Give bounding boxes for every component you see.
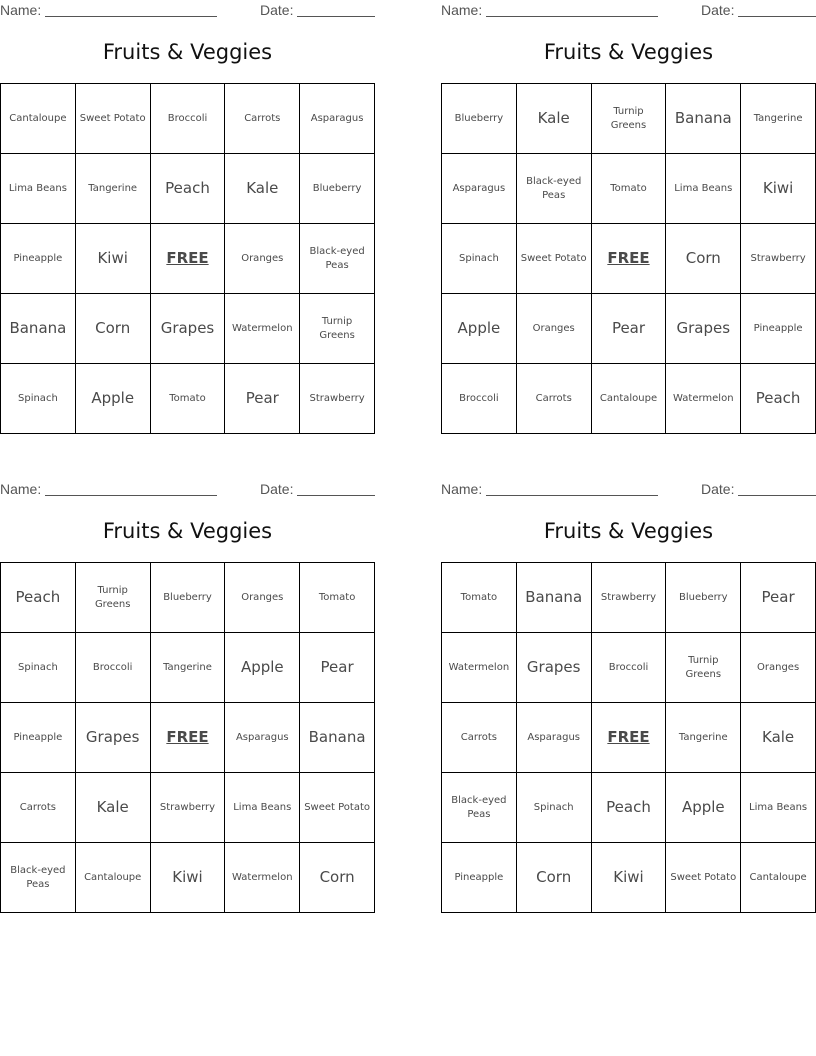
bingo-cell[interactable]: Oranges (225, 224, 300, 294)
bingo-cell[interactable]: Grapes (151, 294, 226, 364)
card-title: Fruits & Veggies (543, 519, 714, 543)
bingo-cell[interactable]: Banana (666, 84, 741, 154)
bingo-cell[interactable]: Watermelon (225, 843, 300, 913)
bingo-cell[interactable]: Kiwi (741, 154, 816, 224)
bingo-cell[interactable]: Grapes (76, 703, 151, 773)
bingo-cell[interactable]: Lima Beans (225, 773, 300, 843)
free-space-cell[interactable]: FREE (592, 703, 667, 773)
bingo-cell[interactable]: Broccoli (592, 633, 667, 703)
bingo-cell[interactable]: Oranges (517, 294, 592, 364)
bingo-cell[interactable]: Strawberry (151, 773, 226, 843)
bingo-cell[interactable]: Corn (300, 843, 375, 913)
date-label: Date: (701, 481, 735, 497)
bingo-cell[interactable]: Pineapple (442, 843, 517, 913)
bingo-cell[interactable]: Strawberry (300, 364, 375, 434)
card-header (441, 479, 816, 501)
bingo-cell[interactable]: Tangerine (76, 154, 151, 224)
bingo-cell[interactable]: Watermelon (225, 294, 300, 364)
bingo-grid (441, 83, 816, 434)
bingo-cell[interactable]: Cantaloupe (741, 843, 816, 913)
bingo-cell[interactable]: Strawberry (592, 563, 667, 633)
bingo-cell[interactable]: Carrots (442, 703, 517, 773)
bingo-cell[interactable]: Peach (151, 154, 226, 224)
bingo-cell[interactable]: Grapes (517, 633, 592, 703)
bingo-cell[interactable]: Kiwi (151, 843, 226, 913)
bingo-cell[interactable]: Grapes (666, 294, 741, 364)
bingo-grid (441, 562, 816, 913)
bingo-cell[interactable]: Kiwi (76, 224, 151, 294)
name-blank-line[interactable] (45, 495, 217, 496)
bingo-grid (0, 562, 375, 913)
name-label: Name: (0, 2, 42, 18)
card-title: Fruits & Veggies (102, 519, 273, 543)
bingo-cell[interactable]: Kale (741, 703, 816, 773)
bingo-cell[interactable]: Tomato (442, 563, 517, 633)
bingo-cell[interactable]: Lima Beans (666, 154, 741, 224)
bingo-cell[interactable]: Turnip Greens (300, 294, 375, 364)
name-blank-line[interactable] (486, 495, 658, 496)
bingo-cell[interactable]: Black-eyed Peas (517, 154, 592, 224)
bingo-cell[interactable]: Banana (300, 703, 375, 773)
bingo-cell[interactable]: Strawberry (741, 224, 816, 294)
bingo-cell[interactable]: Peach (592, 773, 667, 843)
name-label: Name: (0, 481, 42, 497)
bingo-cell[interactable]: Pineapple (1, 224, 76, 294)
bingo-grid (0, 83, 375, 434)
name-label: Name: (441, 481, 483, 497)
bingo-cell[interactable]: Blueberry (151, 563, 226, 633)
bingo-cell[interactable]: Apple (76, 364, 151, 434)
date-blank-line[interactable] (738, 495, 816, 496)
date-label: Date: (701, 2, 735, 18)
bingo-cell[interactable]: Apple (666, 773, 741, 843)
date-label: Date: (260, 481, 294, 497)
bingo-cell[interactable]: Banana (517, 563, 592, 633)
bingo-cell[interactable]: Blueberry (666, 563, 741, 633)
name-label: Name: (441, 2, 483, 18)
bingo-cell[interactable]: Oranges (225, 563, 300, 633)
bingo-cell[interactable]: Pear (592, 294, 667, 364)
bingo-cell[interactable]: Turnip Greens (592, 84, 667, 154)
bingo-cell[interactable]: Pear (741, 563, 816, 633)
bingo-cell[interactable]: Blueberry (442, 84, 517, 154)
bingo-cell[interactable]: Cantaloupe (1, 84, 76, 154)
bingo-cell[interactable]: Peach (741, 364, 816, 434)
bingo-cell[interactable]: Lima Beans (741, 773, 816, 843)
bingo-cell[interactable]: Black-eyed Peas (442, 773, 517, 843)
card-header (0, 479, 375, 501)
bingo-cell[interactable]: Lima Beans (1, 154, 76, 224)
bingo-cell[interactable]: Kale (225, 154, 300, 224)
date-blank-line[interactable] (297, 16, 375, 17)
bingo-cell[interactable]: Carrots (517, 364, 592, 434)
bingo-cell[interactable]: Spinach (1, 364, 76, 434)
bingo-cell[interactable]: Pear (225, 364, 300, 434)
bingo-cell[interactable]: Asparagus (517, 703, 592, 773)
date-label: Date: (260, 2, 294, 18)
free-space-cell[interactable]: FREE (151, 703, 226, 773)
free-space-cell[interactable]: FREE (592, 224, 667, 294)
bingo-cell[interactable]: Sweet Potato (300, 773, 375, 843)
bingo-cell[interactable]: Turnip Greens (666, 633, 741, 703)
bingo-cell[interactable]: Spinach (1, 633, 76, 703)
bingo-cell[interactable]: Turnip Greens (76, 563, 151, 633)
card-header (441, 0, 816, 22)
bingo-cell[interactable]: Corn (666, 224, 741, 294)
bingo-cell[interactable]: Kiwi (592, 843, 667, 913)
card-title: Fruits & Veggies (102, 40, 273, 64)
bingo-cell[interactable]: Tangerine (666, 703, 741, 773)
bingo-cell[interactable]: Cantaloupe (76, 843, 151, 913)
bingo-cell[interactable]: Black-eyed Peas (1, 843, 76, 913)
bingo-cell[interactable]: Asparagus (442, 154, 517, 224)
bingo-cell[interactable]: Blueberry (300, 154, 375, 224)
date-blank-line[interactable] (738, 16, 816, 17)
bingo-cell[interactable]: Broccoli (151, 84, 226, 154)
bingo-cell[interactable]: Oranges (741, 633, 816, 703)
bingo-cell[interactable]: Spinach (442, 224, 517, 294)
bingo-cell[interactable]: Carrots (225, 84, 300, 154)
bingo-cell[interactable]: Tomato (151, 364, 226, 434)
bingo-cell[interactable]: Tomato (300, 563, 375, 633)
bingo-cell[interactable]: Banana (1, 294, 76, 364)
bingo-cell[interactable]: Pineapple (741, 294, 816, 364)
date-blank-line[interactable] (297, 495, 375, 496)
bingo-cell[interactable]: Tomato (592, 154, 667, 224)
bingo-cell[interactable]: Broccoli (442, 364, 517, 434)
name-blank-line[interactable] (486, 16, 658, 17)
card-header (0, 0, 375, 22)
bingo-cell[interactable]: Apple (225, 633, 300, 703)
bingo-cell[interactable]: Corn (517, 843, 592, 913)
bingo-cell[interactable]: Black-eyed Peas (300, 224, 375, 294)
name-blank-line[interactable] (45, 16, 217, 17)
bingo-card-2 (441, 0, 816, 435)
free-space-cell[interactable]: FREE (151, 224, 226, 294)
bingo-cell[interactable]: Tangerine (741, 84, 816, 154)
card-title: Fruits & Veggies (543, 40, 714, 64)
bingo-cell[interactable]: Kale (517, 84, 592, 154)
bingo-cell[interactable]: Pineapple (1, 703, 76, 773)
bingo-cell[interactable]: Apple (442, 294, 517, 364)
bingo-cell[interactable]: Broccoli (76, 633, 151, 703)
bingo-cell[interactable]: Asparagus (225, 703, 300, 773)
bingo-cell[interactable]: Sweet Potato (666, 843, 741, 913)
bingo-cell[interactable]: Sweet Potato (76, 84, 151, 154)
bingo-cell[interactable]: Peach (1, 563, 76, 633)
bingo-cell[interactable]: Asparagus (300, 84, 375, 154)
bingo-cell[interactable]: Watermelon (666, 364, 741, 434)
bingo-card-1 (0, 0, 375, 435)
bingo-cell[interactable]: Corn (76, 294, 151, 364)
bingo-cell[interactable]: Carrots (1, 773, 76, 843)
bingo-card-4 (441, 479, 816, 914)
bingo-cell[interactable]: Pear (300, 633, 375, 703)
bingo-cell[interactable]: Kale (76, 773, 151, 843)
bingo-cell[interactable]: Tangerine (151, 633, 226, 703)
bingo-card-3 (0, 479, 375, 914)
bingo-cell[interactable]: Cantaloupe (592, 364, 667, 434)
bingo-cell[interactable]: Watermelon (442, 633, 517, 703)
bingo-cell[interactable]: Spinach (517, 773, 592, 843)
bingo-cell[interactable]: Sweet Potato (517, 224, 592, 294)
